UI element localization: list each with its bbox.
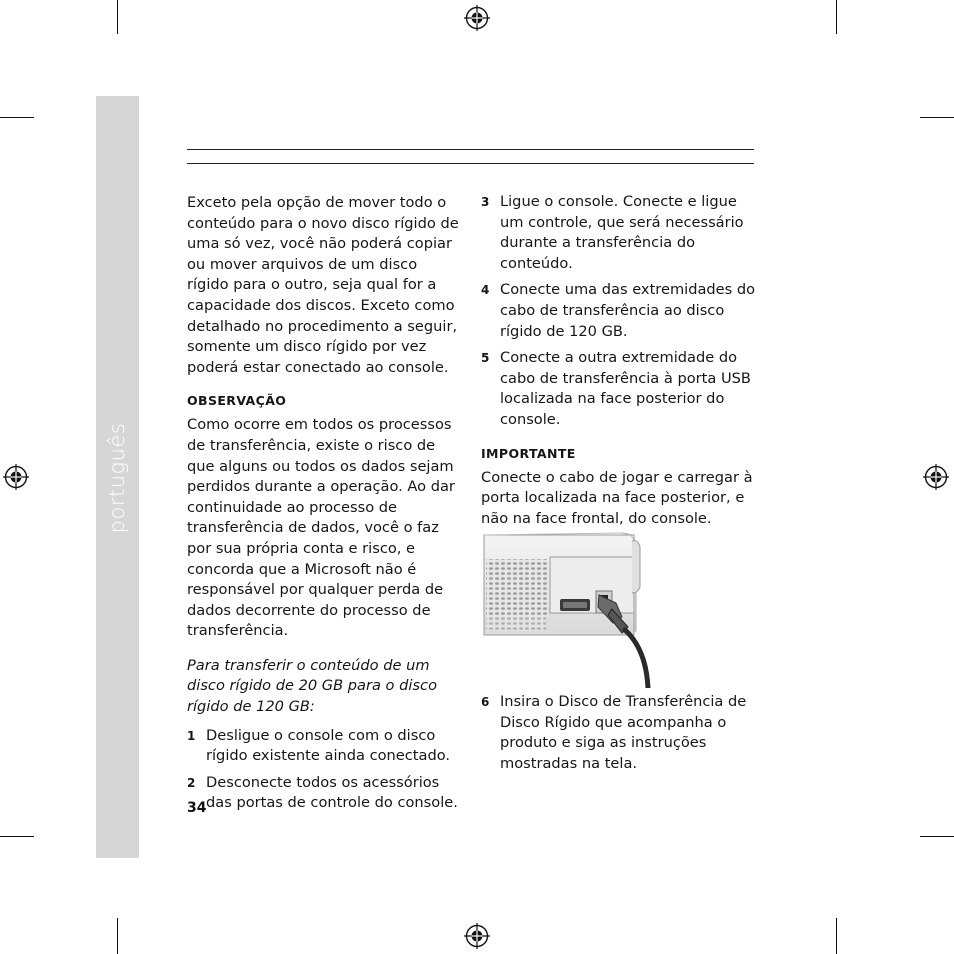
crop-mark-right-top — [920, 117, 954, 118]
intro-paragraph: Exceto pela opção de mover todo o conteúdo para o novo disco rígido de uma só vez, você não poderá copiar ou mover arquivos de um disco rígido para o outro, seja qual for a capacidade dos discos. Exceto como detalhado no procedimento a seguir, somente um disco rígido por vez poderá estar conectado ao console. — [187, 194, 459, 376]
note-heading: OBSERVAÇÃO — [187, 393, 287, 409]
registration-mark-icon — [464, 5, 490, 31]
crop-mark-right-bottom — [920, 836, 954, 837]
language-label: português — [105, 422, 129, 534]
header-rule-bottom — [187, 163, 754, 164]
step-item — [481, 692, 757, 774]
crop-mark-bottom-right — [836, 918, 837, 954]
note-paragraph: Como ocorre em todos os processos de transferência, existe o risco de que alguns ou todos os dados sejam perdidos durante a operação. Ao dar continuidade ao processo de transferência de dados, você o faz por sua própria conta e risco, e concorda que a Microsoft não é responsável por qualquer perda de dados decorrente do processo de transferência. — [187, 416, 455, 640]
console-rear-usb-cable-illustration — [482, 531, 754, 688]
step-number: 6 — [481, 695, 490, 709]
registration-mark-icon — [923, 464, 949, 490]
step-item — [187, 726, 463, 767]
left-column — [187, 193, 463, 820]
registration-mark-icon — [3, 464, 29, 490]
procedure-title: Para transferir o conteúdo de um disco rígido de 20 GB para o disco rígido de 120 GB: — [187, 656, 437, 716]
step-item — [481, 192, 757, 274]
step-number: 5 — [481, 351, 490, 366]
registration-mark-icon — [464, 923, 490, 949]
step-number: 4 — [481, 283, 490, 298]
right-column — [481, 192, 757, 529]
page-number: 34 — [187, 800, 207, 816]
step-text: Conecte a outra extremidade do cabo de transferência à porta USB localizada na face posterior do console. — [500, 349, 751, 428]
final-step-block — [481, 692, 757, 780]
crop-mark-top-right — [836, 0, 837, 34]
crop-mark-bottom-left — [117, 918, 118, 954]
crop-mark-left-top — [0, 117, 34, 118]
step-text: Desconecte todos os acessórios das portas de controle do console. — [206, 773, 458, 812]
crop-mark-left-bottom — [0, 836, 34, 837]
step-text: Ligue o console. Conecte e ligue um controle, que será necessário durante a transferência do conteúdo. — [500, 193, 744, 272]
important-paragraph: Conecte o cabo de jogar e carregar à porta localizada na face posterior, e não na face frontal, do console. — [481, 468, 753, 527]
step-text: Desligue o console com o disco rígido existente ainda conectado. — [206, 726, 451, 765]
important-heading: IMPORTANTE — [481, 445, 576, 461]
step-item — [187, 773, 463, 814]
header-rule-top — [187, 149, 754, 150]
step-item — [481, 280, 757, 342]
step-item — [481, 348, 757, 430]
step-number: 2 — [187, 775, 196, 790]
step-number: 3 — [481, 195, 490, 209]
step-text: Insira o Disco de Transferência de Disco Rígido que acompanha o produto e siga as instruções mostradas na tela. — [500, 693, 747, 772]
step-text: Conecte uma das extremidades do cabo de transferência ao disco rígido de 120 GB. — [500, 281, 756, 340]
crop-mark-top-left — [117, 0, 118, 34]
step-number: 1 — [187, 728, 196, 743]
